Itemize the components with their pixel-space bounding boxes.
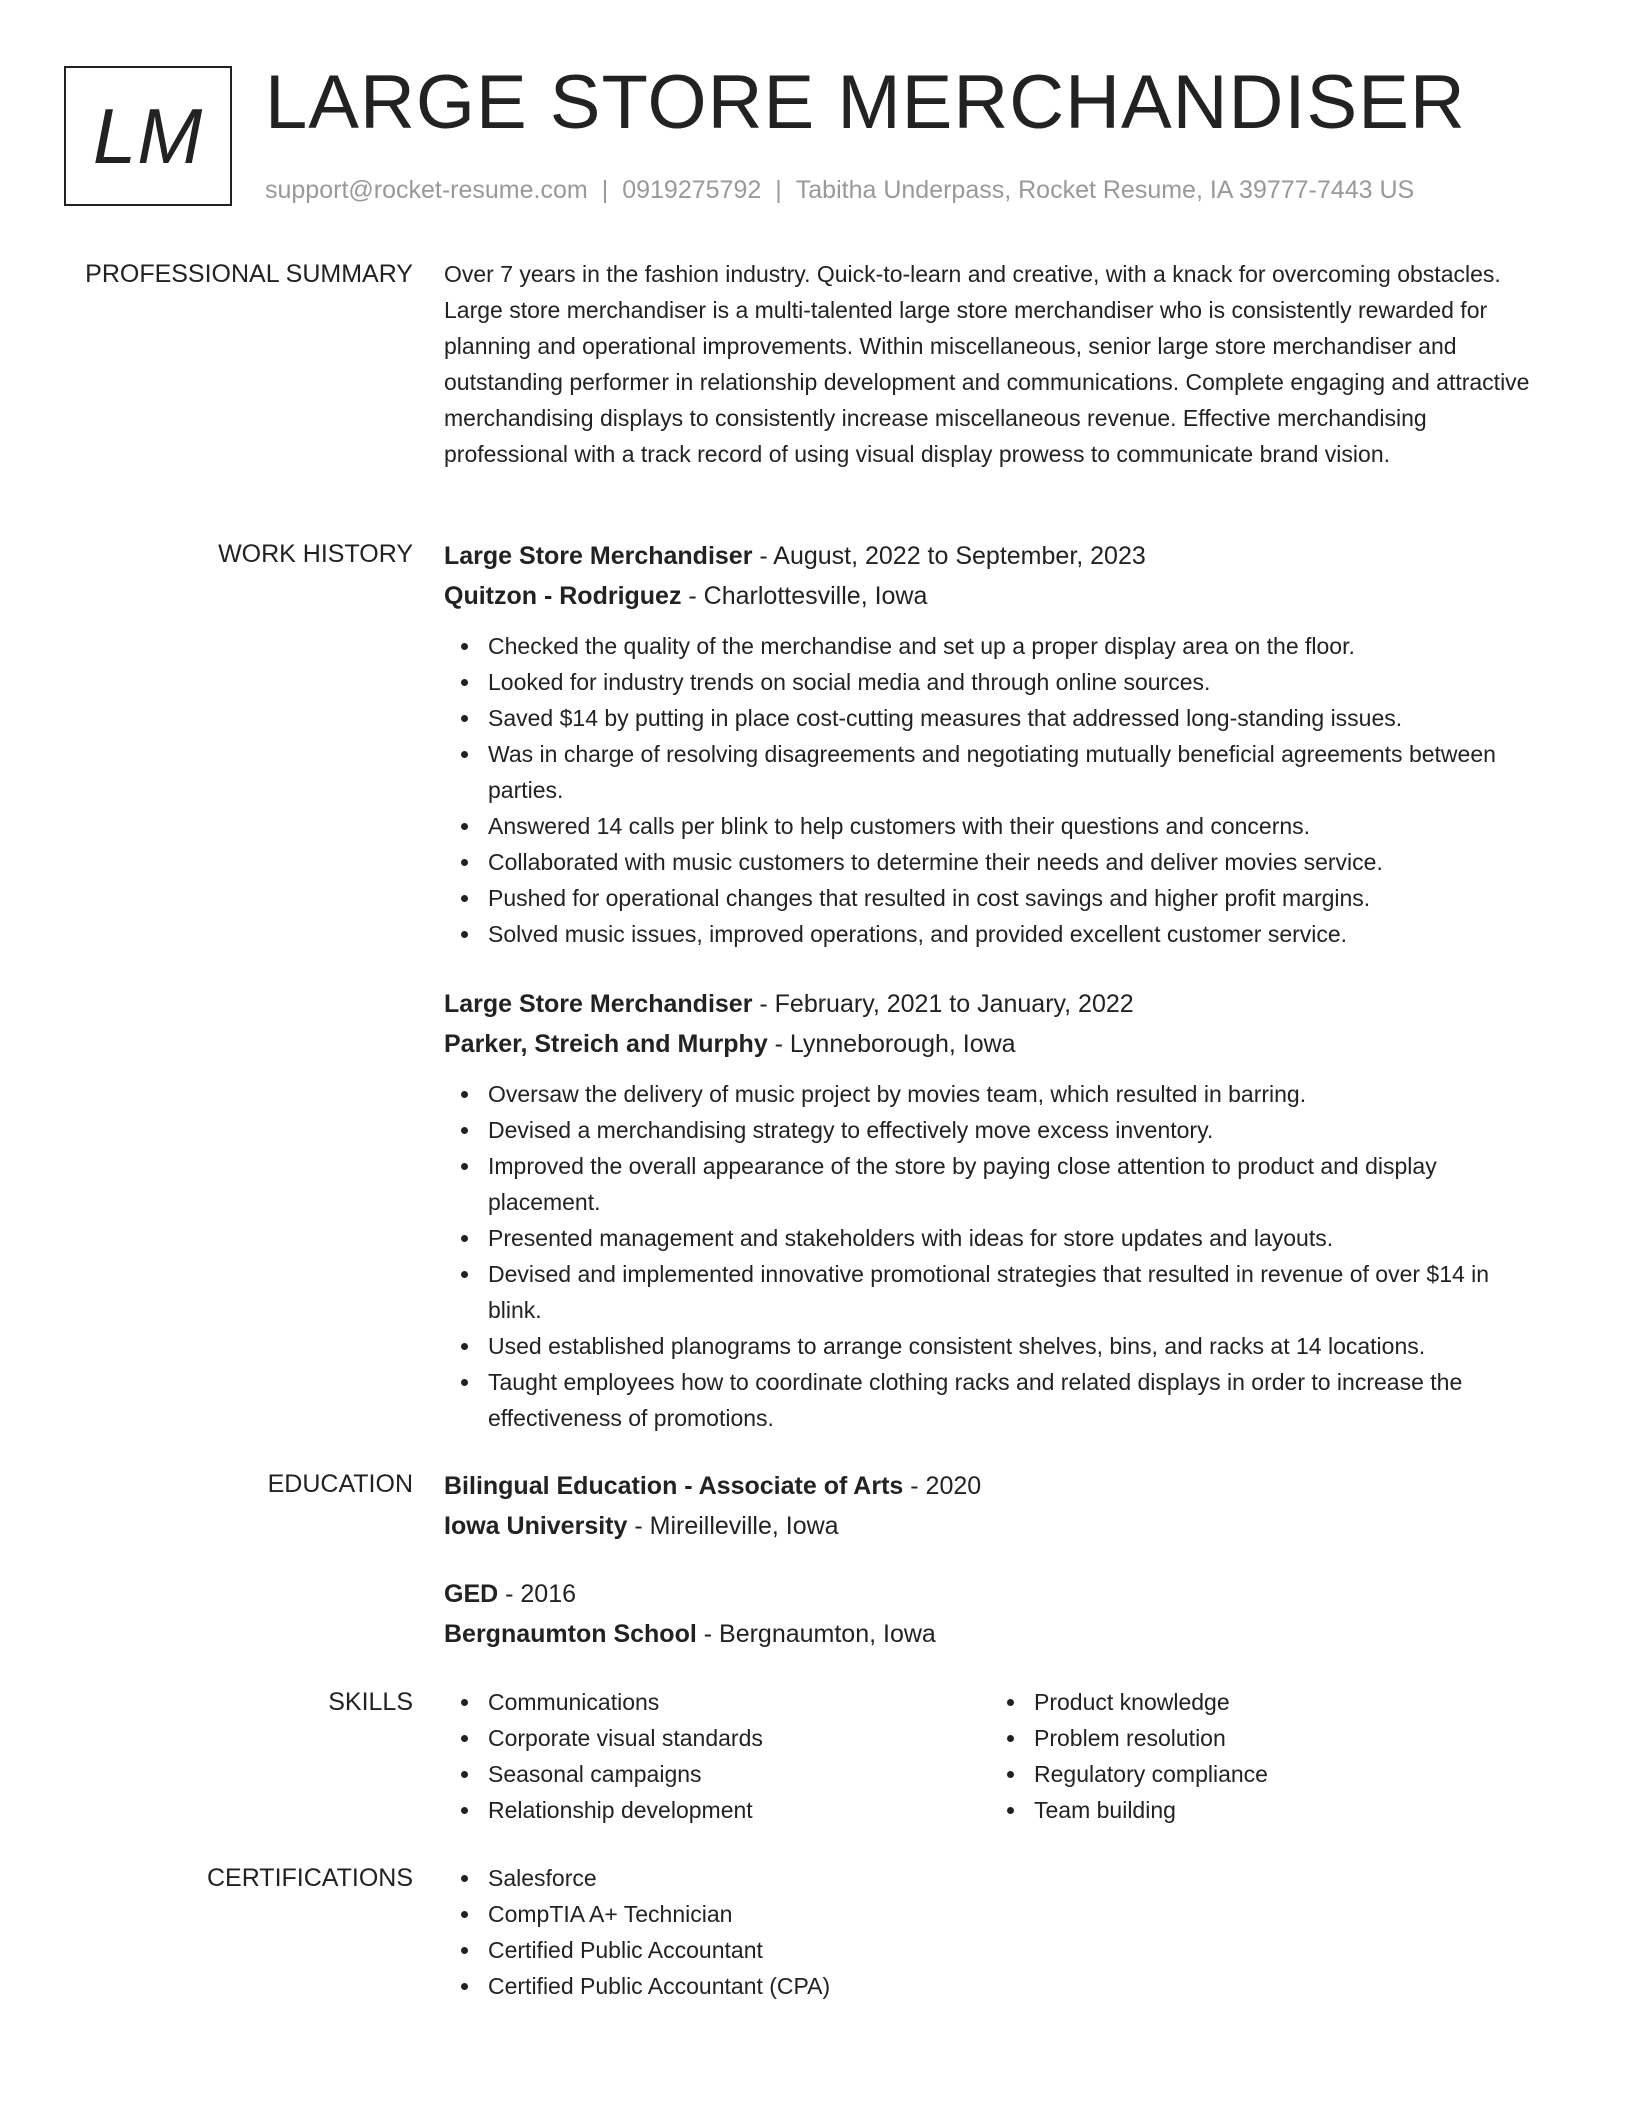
separator: | — [775, 176, 782, 204]
list-item: Used established planograms to arrange consistent shelves, bins, and racks at 14 locations. — [488, 1328, 1544, 1364]
education-entry — [444, 1466, 1544, 1546]
job-entry — [444, 536, 1544, 952]
list-item: Devised a merchandising strategy to effectively move excess inventory. — [488, 1112, 1544, 1148]
list-item: Answered 14 calls per blink to help customers with their questions and concerns. — [488, 808, 1544, 844]
list-item: Seasonal campaigns — [488, 1756, 990, 1792]
school-name: Bergnaumton School — [444, 1620, 697, 1648]
list-item: CompTIA A+ Technician — [488, 1896, 1544, 1932]
certifications-list — [444, 1860, 1544, 2004]
degree: GED — [444, 1580, 499, 1608]
list-item: Solved music issues, improved operations, and provided excellent customer service. — [488, 916, 1544, 952]
list-item: Checked the quality of the merchandise and set up a proper display area on the floor. — [488, 628, 1544, 664]
list-item: Corporate visual standards — [488, 1720, 990, 1756]
section-label: CERTIFICATIONS — [206, 1864, 413, 1892]
list-item: Presented management and stakeholders with ideas for store updates and layouts. — [488, 1220, 1544, 1256]
list-item: Product knowledge — [1034, 1684, 1536, 1720]
list-item: Devised and implemented innovative promotional strategies that resulted in revenue of over $14 in blink. — [488, 1256, 1544, 1328]
separator: | — [601, 176, 609, 204]
email-link[interactable]: support@rocket-resume.com — [265, 176, 588, 204]
job-bullets — [444, 628, 1544, 952]
school-location: - Bergnaumton, Iowa — [696, 1620, 936, 1648]
job-title: Large Store Merchandiser — [444, 542, 753, 570]
job-bullets — [444, 1076, 1544, 1436]
job-title: Large Store Merchandiser — [444, 990, 753, 1018]
section-label: PROFESSIONAL SUMMARY — [85, 260, 413, 288]
list-item: Saved $14 by putting in place cost-cutting measures that addressed long-standing issues. — [488, 700, 1544, 736]
list-item: Collaborated with music customers to determine their needs and deliver movies service. — [488, 844, 1544, 880]
list-item: Oversaw the delivery of music project by movies team, which resulted in barring. — [488, 1076, 1544, 1112]
school-name: Iowa University — [444, 1512, 628, 1540]
monogram-logo: LM — [64, 66, 232, 206]
school-location: - Mireilleville, Iowa — [627, 1512, 839, 1540]
list-item: Was in charge of resolving disagreements and negotiating mutually beneficial agreements between parties. — [488, 736, 1544, 808]
job-dates: - February, 2021 to January, 2022 — [752, 990, 1134, 1018]
list-item: Team building — [1034, 1792, 1536, 1828]
company-name: Parker, Streich and Murphy — [444, 1030, 768, 1058]
list-item: Regulatory compliance — [1034, 1756, 1536, 1792]
list-item: Pushed for operational changes that resulted in cost savings and higher profit margins. — [488, 880, 1544, 916]
summary-text: Over 7 years in the fashion industry. Quick-to-learn and creative, with a knack for overcoming obstacles. Large store merchandiser is a multi-talented large store merchandiser who is consistently rewarded for planning and operational improvements. Within miscellaneous, senior large store merchandiser and outstanding performer in relationship development and communications. Complete engaging and attractive merchandising displays to consistently increase miscellaneous revenue. Effective merchandising professional with a track record of using visual display prowess to communicate brand vision. — [444, 261, 1530, 467]
list-item: Problem resolution — [1034, 1720, 1536, 1756]
list-item: Looked for industry trends on social media and through online sources. — [488, 664, 1544, 700]
contact-line — [265, 174, 1414, 206]
list-item: Improved the overall appearance of the store by paying close attention to product and display placement. — [488, 1148, 1544, 1220]
phone-number: 0919275792 — [622, 176, 762, 204]
job-entry — [444, 984, 1544, 1436]
skills-list — [990, 1684, 1536, 1828]
list-item: Certified Public Accountant (CPA) — [488, 1968, 1544, 2004]
section-label: EDUCATION — [267, 1470, 413, 1498]
graduation-year: - 2016 — [498, 1580, 577, 1608]
job-location: - Charlottesville, Iowa — [681, 582, 928, 610]
list-item: Communications — [488, 1684, 990, 1720]
degree: Bilingual Education - Associate of Arts — [444, 1472, 904, 1500]
job-location: - Lynneborough, Iowa — [767, 1030, 1016, 1058]
list-item: Taught employees how to coordinate clothing racks and related displays in order to increase the effectiveness of promotions. — [488, 1364, 1544, 1436]
list-item: Certified Public Accountant — [488, 1932, 1544, 1968]
company-name: Quitzon - Rodriguez — [444, 582, 682, 610]
section-label: WORK HISTORY — [218, 540, 413, 568]
candidate-name: LARGE STORE MERCHANDISER — [265, 60, 1466, 145]
section-label: SKILLS — [328, 1688, 413, 1716]
graduation-year: - 2020 — [903, 1472, 982, 1500]
list-item: Salesforce — [488, 1860, 1544, 1896]
address: Tabitha Underpass, Rocket Resume, IA 39777-7443 US — [795, 176, 1415, 204]
education-entry — [444, 1574, 1544, 1654]
skills-list — [444, 1684, 990, 1828]
job-dates: - August, 2022 to September, 2023 — [752, 542, 1146, 570]
list-item: Relationship development — [488, 1792, 990, 1828]
